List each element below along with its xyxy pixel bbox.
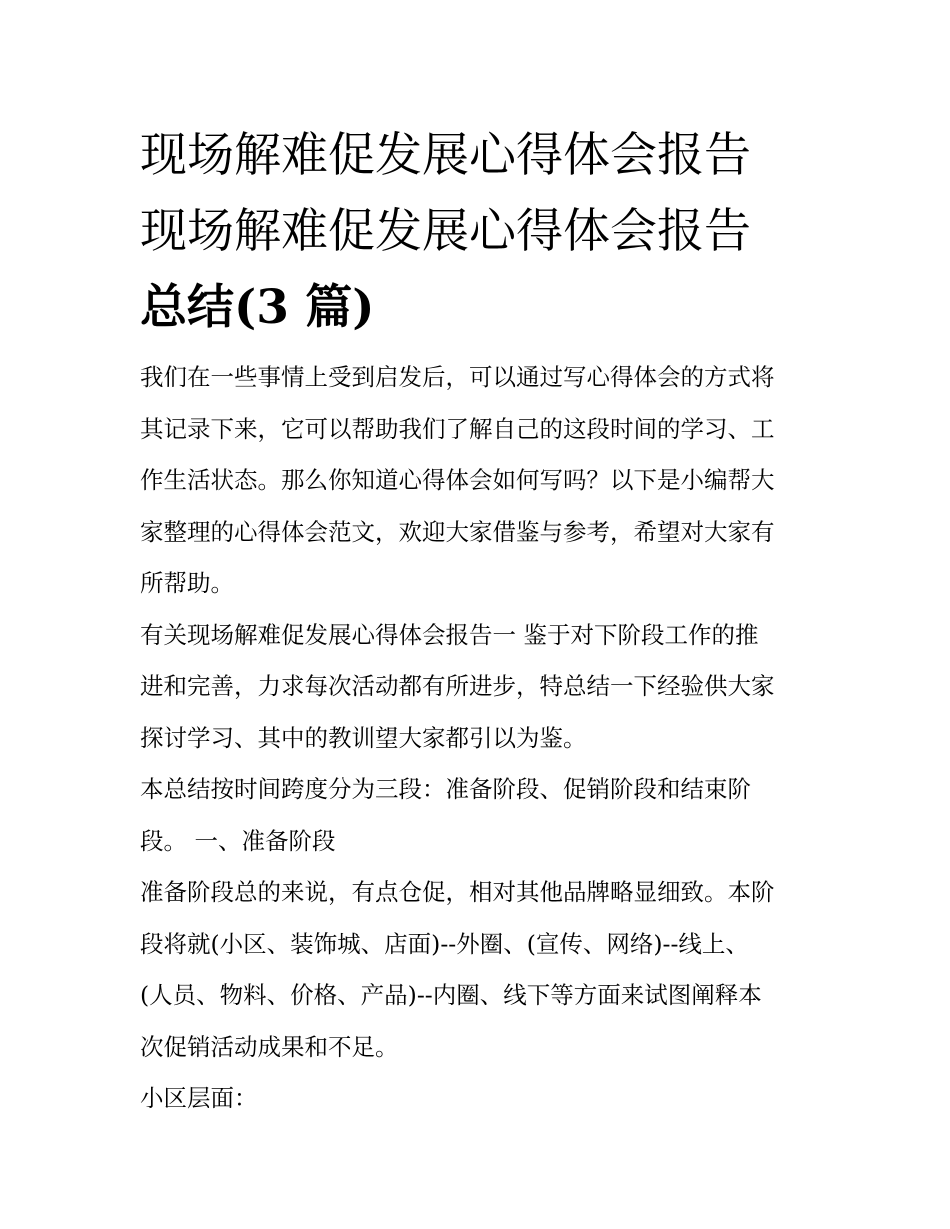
body-line: 次促销活动成果和不足。 [140, 1032, 399, 1061]
body-line: 所帮助。 [140, 569, 234, 597]
body-line: (人员、物料、价格、产品)--内圈、线下等方面来试图阐释本 [140, 981, 762, 1009]
body-line: 其记录下来，它可以帮助我们了解自己的这段时间的学习、工 [140, 414, 775, 443]
title-line-1: 现场解难促发展心得体会报告 [140, 128, 751, 183]
body-line: 探讨学习、其中的教训望大家都引以为鉴。 [140, 723, 587, 752]
body-line: 我们在一些事情上受到启发后，可以通过写心得体会的方式将 [140, 363, 775, 391]
body-line: 本总结按时间跨度分为三段：准备阶段、促销阶段和结束阶 [140, 775, 751, 803]
document-body [140, 352, 816, 1125]
title-line-2: 现场解难促发展心得体会报告 [140, 204, 751, 259]
body-line: 家整理的心得体会范文，欢迎大家借鉴与参考，希望对大家有 [140, 517, 775, 546]
body-line: 段。 一、准备阶段 [140, 826, 336, 855]
document-title [140, 118, 820, 346]
body-line: 小区层面： [140, 1084, 258, 1112]
body-line: 进和完善，力求每次活动都有所进步，特总结一下经验供大家 [140, 672, 775, 700]
body-line: 作生活状态。那么你知道心得体会如何写吗？以下是小编帮大 [140, 466, 775, 494]
body-line: 有关现场解难促发展心得体会报告一 鉴于对下阶段工作的推 [140, 620, 759, 649]
body-line: 准备阶段总的来说，有点仓促，相对其他品牌略显细致。本阶 [140, 878, 775, 906]
body-line: 段将就(小区、装饰城、店面)--外圈、(宣传、网络)--线上、 [140, 929, 749, 958]
title-line-3: 总结(3 篇) [140, 280, 375, 335]
